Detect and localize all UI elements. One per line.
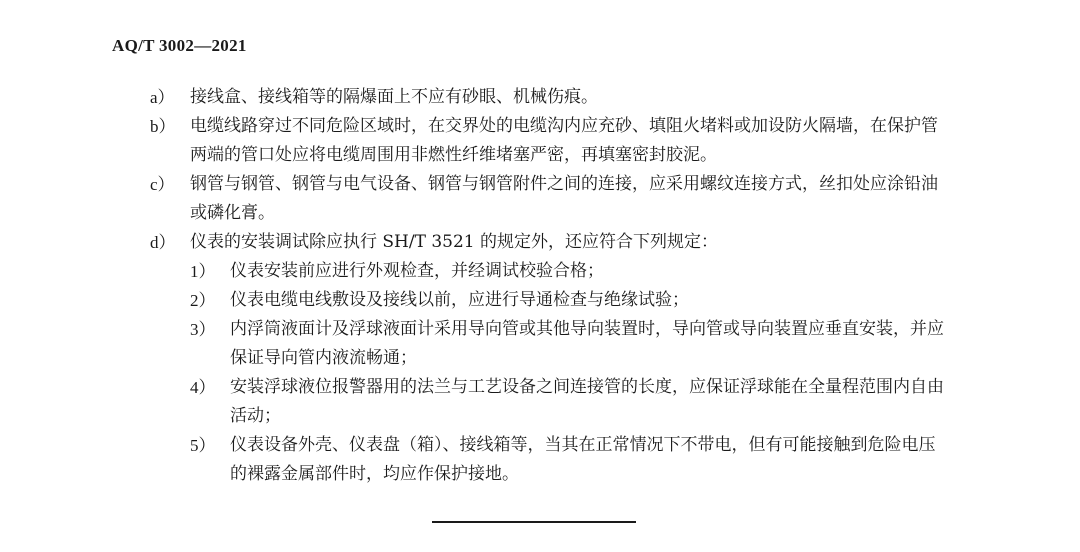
sub-list-item-text: 仪表设备外壳、仪表盘（箱）、接线箱等，当其在正常情况下不带电，但有可能接触到危险电压的裸露金属部件时，均应作保护接地。 bbox=[230, 435, 936, 484]
standard-code-header: AQ/T 3002—2021 bbox=[112, 36, 247, 55]
sub-list-marker: 5） bbox=[190, 436, 216, 455]
list-marker: c） bbox=[150, 175, 175, 194]
list-marker: a） bbox=[150, 88, 175, 107]
requirements-list bbox=[150, 83, 970, 489]
list-item-c bbox=[150, 170, 970, 228]
sub-list-item-text: 仪表电缆电线敷设及接线以前，应进行导通检查与绝缘试验； bbox=[230, 290, 689, 310]
sub-list-item-3 bbox=[190, 315, 970, 373]
sub-list-item-5 bbox=[190, 431, 970, 489]
list-item-text: 接线盒、接线箱等的隔爆面上不应有砂眼、机械伤痕。 bbox=[190, 87, 598, 107]
end-of-section-rule bbox=[432, 521, 636, 523]
sub-list-item-text: 内浮筒液面计及浮球液面计采用导向管或其他导向装置时，导向管或导向装置应垂直安装，并应保证导向管内液流畅通； bbox=[230, 319, 944, 368]
sub-list-item-2 bbox=[190, 286, 970, 315]
list-marker: b） bbox=[150, 117, 176, 136]
sub-list-marker: 2） bbox=[190, 291, 216, 310]
list-item-d bbox=[150, 228, 970, 257]
sub-list-marker: 1） bbox=[190, 262, 216, 281]
list-item-a bbox=[150, 83, 970, 112]
sub-list-item-4 bbox=[190, 373, 970, 431]
sub-list-marker: 3） bbox=[190, 320, 216, 339]
list-item-b bbox=[150, 112, 970, 170]
list-item-text: 钢管与钢管、钢管与电气设备、钢管与钢管附件之间的连接，应采用螺纹连接方式，丝扣处应涂铅油或磷化膏。 bbox=[190, 174, 938, 223]
sub-list-marker: 4） bbox=[190, 378, 216, 397]
list-item-text: 仪表的安装调试除应执行 SH/T 3521 的规定外，还应符合下列规定： bbox=[190, 232, 719, 252]
sub-requirements-list bbox=[190, 257, 970, 489]
sub-list-item-text: 安装浮球液位报警器用的法兰与工艺设备之间连接管的长度，应保证浮球能在全量程范围内自由活动； bbox=[230, 377, 944, 426]
sub-list-item-1 bbox=[190, 257, 970, 286]
list-item-text: 电缆线路穿过不同危险区域时，在交界处的电缆沟内应充砂、填阻火堵料或加设防火隔墙，在保护管两端的管口处应将电缆周围用非燃性纤维堵塞严密，再填塞密封胶泥。 bbox=[190, 116, 938, 165]
sub-list-item-text: 仪表安装前应进行外观检查，并经调试校验合格； bbox=[230, 261, 604, 281]
list-marker: d） bbox=[150, 233, 176, 252]
